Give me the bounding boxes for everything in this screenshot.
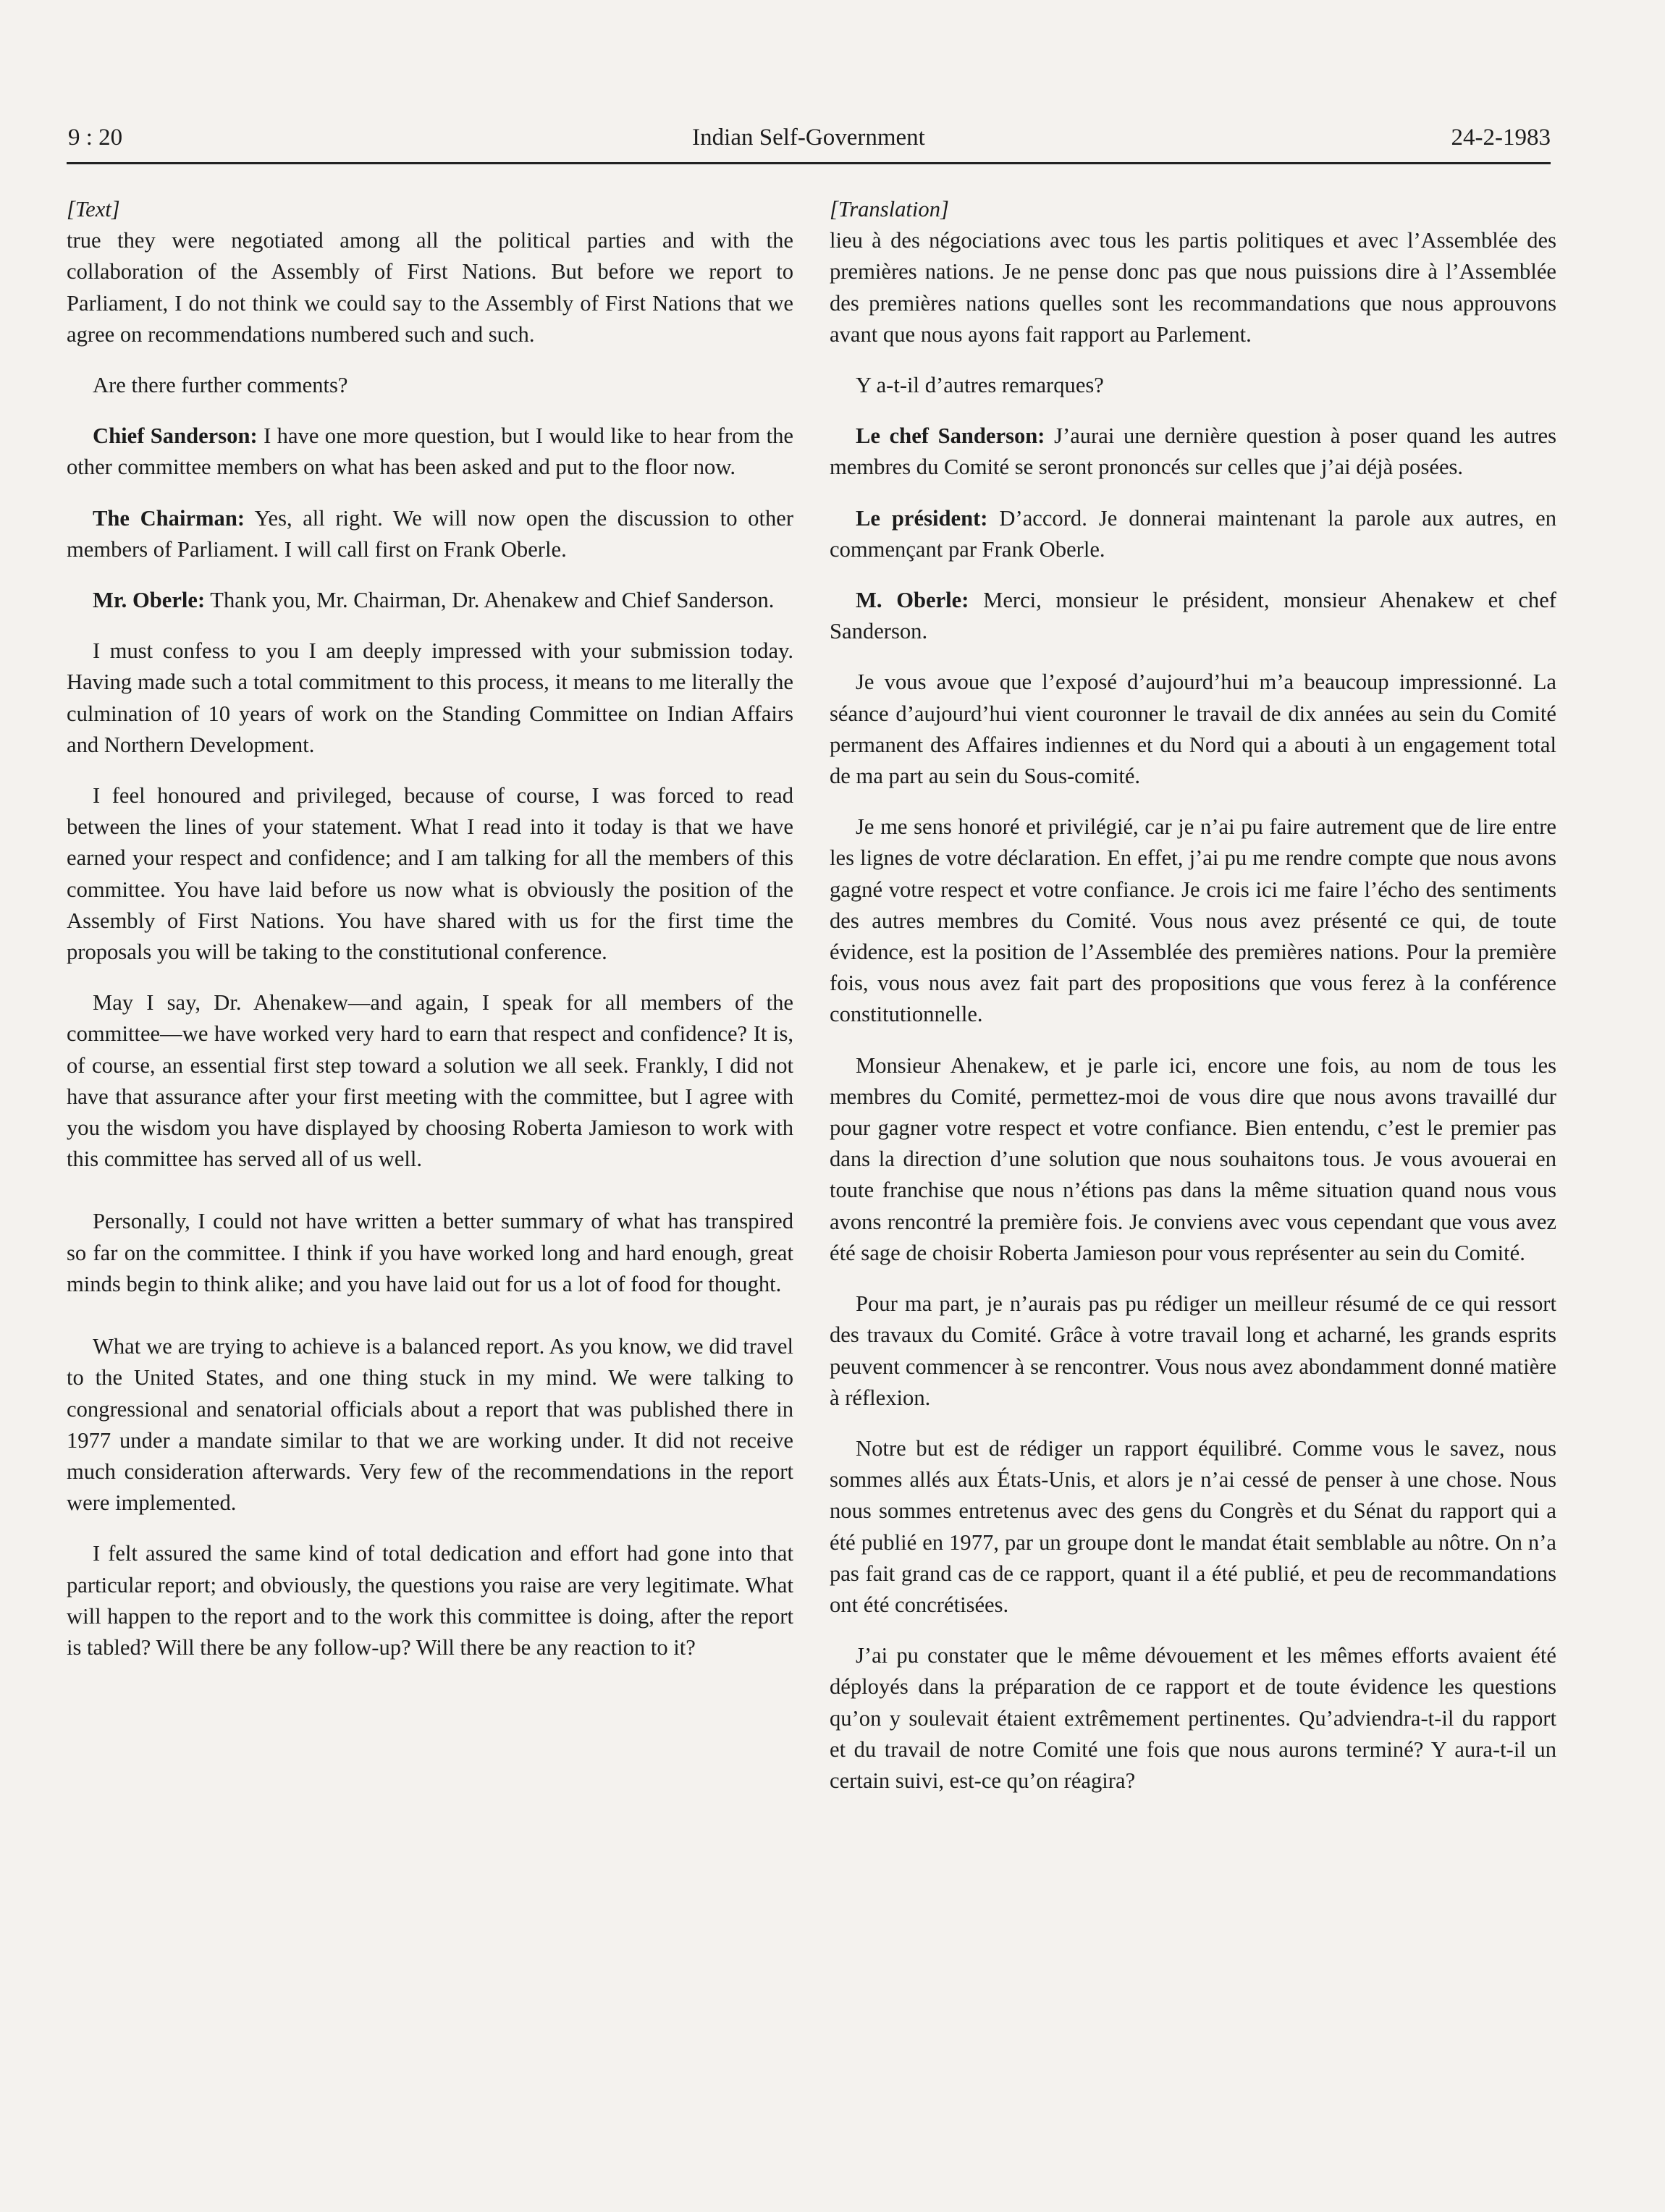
speech-text: Merci, monsieur le président, monsieur Ahenakew et chef Sanderson. (830, 588, 1556, 644)
paragraph: I felt assured the same kind of total dedication and effort had gone into that particular report; and obviously, the questions you raise are very legitimate. What will happen to the report and to the work this committee is doing, after the report is tabled? Will there be any follow-up? Will there be any reaction to it? (67, 1541, 793, 1660)
header-date: 24-2-1983 (1451, 124, 1551, 151)
paragraph (67, 585, 793, 616)
paragraph: Personally, I could not have written a better summary of what has transpired so far on the committee. I think if you have worked long and hard enough, great minds begin to think alike; and you have laid out for us a lot of food for thought. (67, 1209, 793, 1296)
speech-text: I have one more question, but I would like to hear from the other committee members on what has been asked and put to the floor now. (67, 423, 793, 480)
speech-text: Yes, all right. We will now open the discussion to other members of Parliament. I will call first on Frank Oberle. (67, 505, 794, 562)
speech-text: Thank you, Mr. Chairman, Dr. Ahenakew and Chief Sanderson. (205, 588, 775, 613)
page-number: 9 : 20 (68, 124, 123, 151)
publication-title: Indian Self-Government (692, 124, 925, 151)
speaker-name: The Chairman: (93, 505, 245, 531)
paragraph (830, 585, 1556, 647)
speaker-name: Chief Sanderson: (93, 423, 258, 449)
paragraph: I feel honoured and privileged, because of course, I was forced to read between the lines of your statement. What I read into it today is that we have earned your respect and confidence; and I am talking for all the members of this committee. You have laid before us now what is obviously the position of the Assembly of First Nations. You have shared with us for the first time the proposals you will be taking to the constitutional conference. (67, 783, 793, 965)
french-column (830, 194, 1556, 1816)
paragraph: May I say, Dr. Ahenakew—and again, I speak for all members of the committee—we have worked very hard to earn that respect and confidence? It is, of course, an essential first step toward a solution we all seek. Frankly, I did not have that assurance after your first meeting with the committee, but I agree with you the wisdom you have displayed by choosing Roberta Jamieson to work with this committee has served all of us well. (67, 990, 793, 1172)
running-header (67, 122, 1551, 164)
speaker-name: Le chef Sanderson: (856, 423, 1045, 449)
paragraph: Are there further comments? (93, 373, 348, 398)
paragraph (830, 503, 1556, 565)
paragraph: Y a-t-il d’autres remarques? (856, 373, 1104, 398)
speaker-name: Mr. Oberle: (93, 588, 206, 613)
paragraph: Je me sens honoré et privilégié, car je n’ai pu faire autrement que de lire entre les lignes de votre déclaration. En effet, j’ai pu me rendre compte que nous avons gagné votre respect et votre confiance. Je crois ici me faire l’écho des sentiments des autres membres du Comité. Vous nous avez présenté ce qui, de toute évidence, est la position de l’Assemblée des premières nations. Pour la première fois, vous nous avez fait part des propositions que vous ferez à la conférence constitutionnelle. (830, 814, 1556, 1027)
translation-label: [Translation] (830, 197, 949, 221)
speaker-name: M. Oberle: (856, 588, 969, 613)
speech-text: D’accord. Je donnerai maintenant la parole aux autres, en commençant par Frank Oberle. (830, 505, 1556, 562)
paragraph: J’ai pu constater que le même dévouement et les mêmes efforts avaient été déployés dans la préparation de ce rapport et de toute évidence les questions qu’on y soulevait étaient extrêmement pertinentes. Qu’adviendra-t-il du rapport et du travail de notre Comité une fois que nous aurons terminé? Y aura-t-il un certain suivi, est-ce qu’on réagira? (830, 1643, 1556, 1793)
speech-text: J’aurai une dernière question à poser quand les autres membres du Comité se seront prononcés sur celles que j’ai déjà posées. (830, 423, 1556, 480)
paragraph: Notre but est de rédiger un rapport équilibré. Comme vous le savez, nous sommes allés aux États-Unis, et alors je n’ai cessé de penser à une chose. Nous nous sommes entretenus avec des gens du Congrès et du Sénat du rapport qui a été publié en 1977, par un groupe dont le mandat était semblable au nôtre. On n’a pas fait grand cas de ce rapport, quant il a été publié, et peu de recommandations ont été concrétisées. (830, 1435, 1556, 1617)
paragraph (67, 503, 793, 565)
english-column (67, 194, 793, 1683)
paragraph: Monsieur Ahenakew, et je parle ici, encore une fois, au nom de tous les membres du Comité, permettez-moi de vous dire que nous avons travaillé dur pour gagner votre respect et votre confiance. Bien entendu, c’est le premier pas dans la direction d’une solution que nous souhaitons tous. Je vous avouerai en toute franchise que nous n’étions pas dans la même situation quand nous vous avons rencontré la première fois. Je conviens avec vous cependant que vous avez été sage de choisir Roberta Jamieson pour vous représenter au sein du Comité. (830, 1052, 1556, 1265)
paragraph: I must confess to you I am deeply impressed with your submission today. Having made such a total commitment to this process, it means to me literally the culmination of 10 years of work on the Standing Committee on Indian Affairs and Northern Development. (67, 638, 793, 757)
paragraph: lieu à des négociations avec tous les partis politiques et avec l’Assemblée des premières nations. Je ne pense donc pas que nous puissions dire à l’Assemblée des premières nations quelles sont les recommandations que nous approuvons avant que nous ayons fait rapport au Parlement. (830, 228, 1556, 347)
speaker-name: Le président: (856, 505, 988, 531)
paragraph: Pour ma part, je n’aurais pas pu rédiger un meilleur résumé de ce qui ressort des travaux du Comité. Grâce à votre travail long et acharné, les grands esprits peuvent commencer à se rencontrer. Vous nous avez abondamment donné matière à réflexion. (830, 1291, 1556, 1410)
paragraph: true they were negotiated among all the political parties and with the collaboration of the Assembly of First Nations. But before we report to Parliament, I do not think we could say to the Assembly of First Nations that we agree on recommendations numbered such and such. (67, 228, 793, 347)
paragraph: Je vous avoue que l’exposé d’aujourd’hui m’a beaucoup impressionné. La séance d’aujourd’hui vient couronner le travail de dix années au sein du Comité permanent des Affaires indiennes et du Nord qui a abouti à un engagement total de ma part au sein du Sous-comité. (830, 670, 1556, 789)
paragraph (67, 421, 793, 483)
paragraph: What we are trying to achieve is a balanced report. As you know, we did travel to the United States, and one thing stuck in my mind. We were talking to congressional and senatorial officials about a report that was published there in 1977 under a mandate similar to that we are working under. It did not receive much consideration afterwards. Very few of the recommendations in the report were implemented. (67, 1334, 793, 1516)
text-label: [Text] (67, 197, 120, 221)
paragraph (830, 421, 1556, 483)
